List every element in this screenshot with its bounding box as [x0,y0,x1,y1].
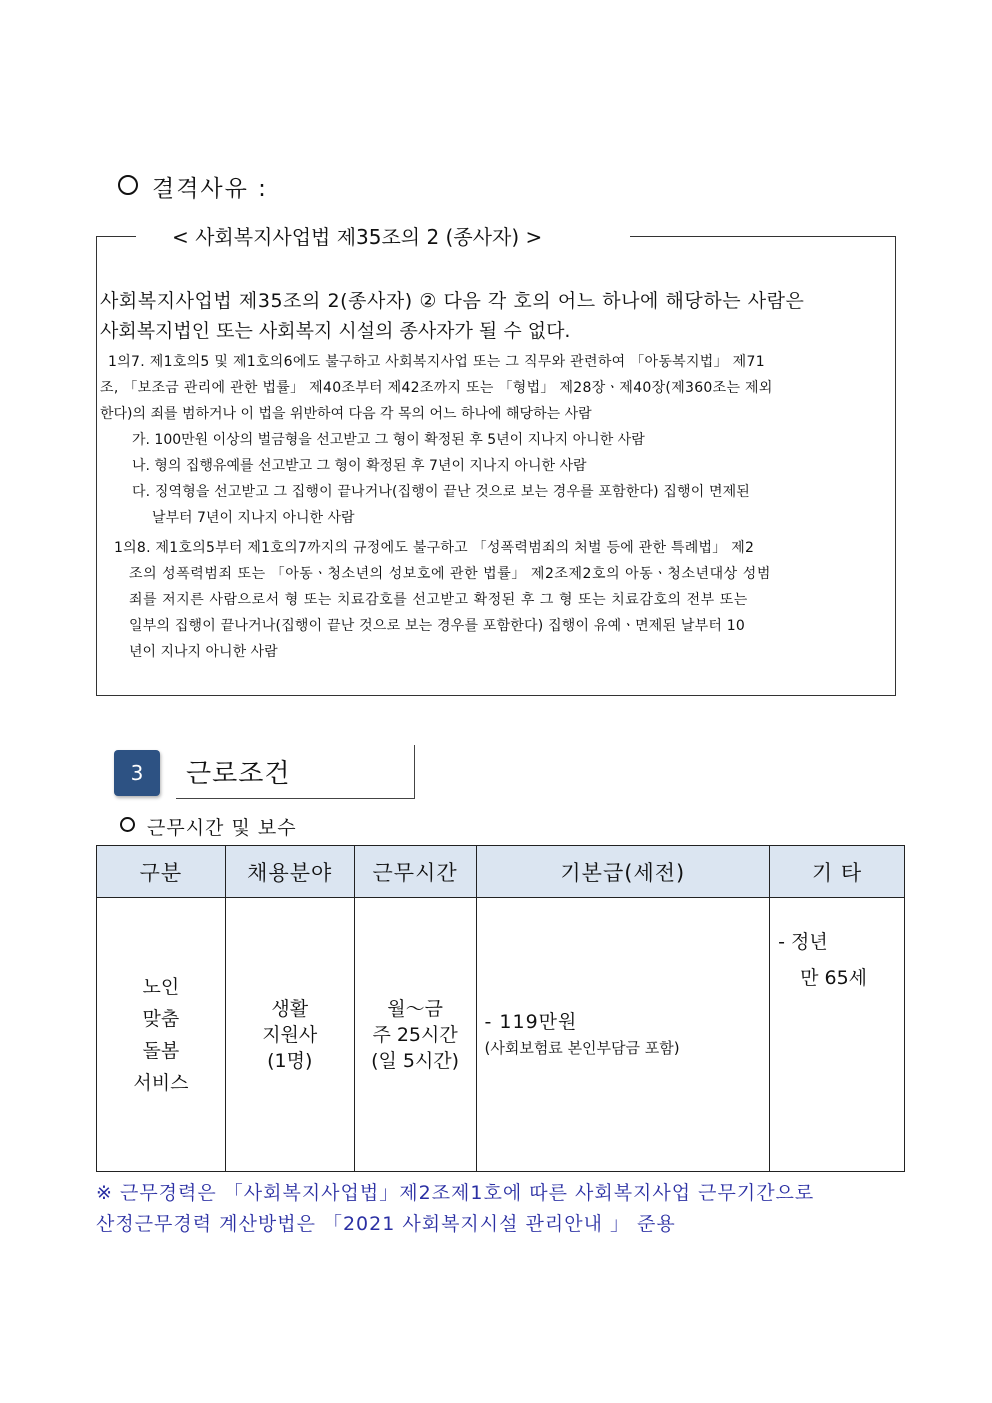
clause-line: 1의8. 제1호의5부터 제1호의7까지의 규정에도 불구하고 「성폭력범죄의 처벌 등에 관한 특례법」 제2 [114,540,755,556]
clause-line: 죄를 저지른 사람으로서 형 또는 치료감호를 선고받고 확정된 후 그 형 또는 치료감호의 전부 또는 [129,592,748,608]
clause-item: 나. 형의 집행유예를 선고받고 그 형이 확정된 후 7년이 지나지 아니한 사람 [132,458,587,474]
section-number-badge: 3 [114,750,160,796]
clause-1-7 [100,349,892,531]
cell-category: 노인 맞춤 돌봄 서비스 [97,898,226,1172]
clause-item: 다. 징역형을 선고받고 그 집행이 끝나거나(집행이 끝난 것으로 보는 경우를 포함한다) 집행이 면제된 [132,484,750,500]
law-intro-line: 사회복지사업법 제35조의 2(종사자) ② 다음 각 호의 어느 하나에 해당하는 사람은 [100,290,805,312]
table-header-row [97,846,905,898]
section-title: 근로조건 [186,759,291,789]
work-conditions-table [96,845,905,1172]
career-note: ※ 근무경력은 「사회복지사업법」제2조제1호에 따른 사회복지사업 근무기간으로 [96,1182,815,1204]
clause-line: 일부의 집행이 끝나거나(집행이 끝난 것으로 보는 경우를 포함한다) 집행이 유예ㆍ면제된 날부터 10 [129,618,745,634]
clause-line: 조의 성폭력범죄 또는 「아동ㆍ청소년의 성보호에 관한 법률」 제2조제2호의 아동ㆍ청소년대상 성범 [129,566,771,582]
cell-hours: 월～금 주 25시간 (일 5시간) [354,898,476,1172]
law-intro [100,286,892,346]
clause-1-8 [100,535,892,665]
table-row [97,898,905,1172]
cell-field: 생활 지원사 (1명) [225,898,354,1172]
clause-line: 1의7. 제1호의5 및 제1호의6에도 불구하고 사회복지사업 또는 그 직무와 관련하여 「아동복지법」 제71 [108,354,765,370]
header-field: 채용분야 [225,846,354,898]
law-intro-line: 사회복지법인 또는 사회복지 시설의 종사자가 될 수 없다. [100,320,571,342]
clause-line: 년이 지나지 아니한 사람 [129,644,278,660]
hollow-circle-bullet-icon [118,175,138,195]
clause-line: 한다)의 죄를 범하거나 이 법을 위반하여 다음 각 목의 어느 하나에 해당하는 사람 [100,406,592,422]
cell-etc: - 정년 만 65세 [770,898,905,1172]
clause-line: 조, 「보조금 관리에 관한 법률」 제40조부터 제42조까지 또는 「형법」 제28장ㆍ제40장(제360조는 제외 [100,380,773,396]
header-base-pay: 기본급(세전) [476,846,770,898]
disqualification-heading: 결격사유 : [118,170,268,203]
clause-item: 가. 100만원 이상의 벌금형을 선고받고 그 형이 확정된 후 5년이 지나지 아니한 사람 [132,432,645,448]
cell-base-pay: - 119만원 (사회보험료 본인부담금 포함) [476,898,770,1172]
header-category: 구분 [97,846,226,898]
header-etc: 기 타 [770,846,905,898]
clause-item-continuation: 날부터 7년이 지나지 아니한 사람 [152,510,355,526]
subheading-work-hours-pay: 근무시간 및 보수 [120,813,297,840]
career-note: 산정근무경력 계산방법은 「2021 사회복지시설 관리안내 」 준용 [96,1213,676,1235]
header-hours: 근무시간 [354,846,476,898]
hollow-circle-bullet-icon [120,817,135,832]
law-title: < 사회복지사업법 제35조의 2 (종사자) > [168,221,546,250]
